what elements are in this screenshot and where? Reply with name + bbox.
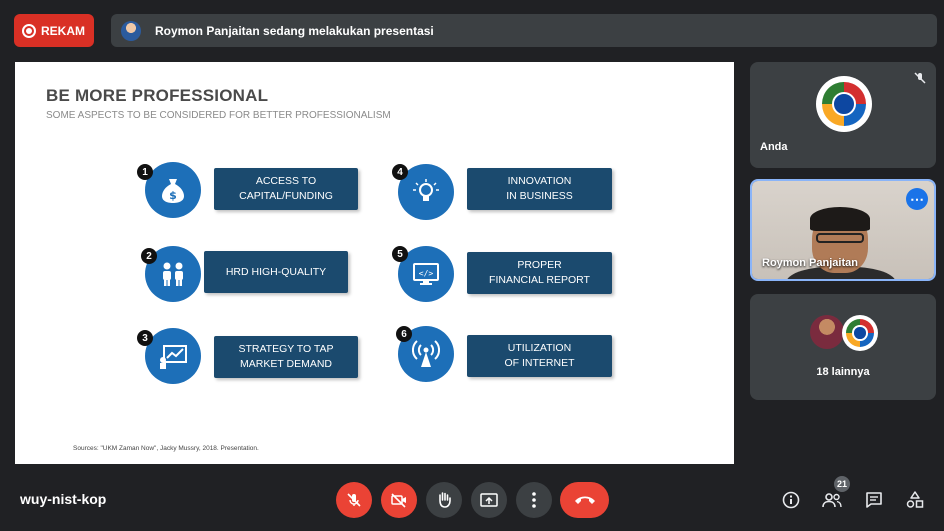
chat-button[interactable] xyxy=(862,488,886,512)
presenter-name: Roymon Panjaitan xyxy=(762,257,858,269)
presenter-tile[interactable] xyxy=(750,179,936,281)
self-name: Anda xyxy=(760,141,788,153)
raise-hand-button[interactable] xyxy=(426,482,462,518)
mic-off-button[interactable] xyxy=(336,482,372,518)
shared-slide xyxy=(15,62,734,464)
meeting-code: wuy-nist-kop xyxy=(20,491,107,507)
slide-subtitle: SOME ASPECTS TO BE CONSIDERED FOR BETTER PROFESSIONALISM xyxy=(46,110,391,121)
record-icon xyxy=(22,24,36,38)
money-bag-icon xyxy=(145,162,201,218)
item-label-6: UTILIZATION OF INTERNET xyxy=(467,335,612,377)
more-options-icon[interactable]: ⋯ xyxy=(906,188,928,210)
activities-button[interactable] xyxy=(903,488,927,512)
presenting-text: Roymon Panjaitan sedang melakukan presentasi xyxy=(155,23,434,38)
record-indicator[interactable] xyxy=(14,14,94,47)
more-options-button[interactable] xyxy=(516,482,552,518)
participant-count-badge: 21 xyxy=(834,476,850,492)
item-label-3: STRATEGY TO TAP MARKET DEMAND xyxy=(214,336,358,378)
others-tile[interactable] xyxy=(750,294,936,400)
svg-text:$: $ xyxy=(169,189,177,202)
item-label-2: HRD HIGH-QUALITY xyxy=(204,251,348,293)
record-label: REKAM xyxy=(41,23,85,38)
chart-icon xyxy=(145,328,201,384)
present-icon xyxy=(480,492,498,508)
participant-avatar xyxy=(810,315,844,349)
vertical-dots-icon xyxy=(532,492,536,508)
present-screen-button[interactable] xyxy=(471,482,507,518)
people-icon xyxy=(822,492,842,508)
item-label-4: INNOVATION IN BUSINESS xyxy=(467,168,612,210)
organization-logo-small xyxy=(842,315,878,351)
presenting-banner xyxy=(111,14,937,47)
item-number-2: 2 xyxy=(141,248,157,264)
meeting-details-button[interactable] xyxy=(779,488,803,512)
item-label-1: ACCESS TO CAPITAL/FUNDING xyxy=(214,168,358,210)
others-label: 18 lainnya xyxy=(816,366,870,378)
hand-icon xyxy=(436,491,452,509)
item-number-1: 1 xyxy=(137,164,153,180)
phone-hangup-icon xyxy=(574,495,596,505)
svg-text:</>: </> xyxy=(418,269,434,278)
mic-off-icon xyxy=(914,72,926,87)
mic-off-icon xyxy=(346,492,362,508)
slide-title: BE MORE PROFESSIONAL xyxy=(46,86,269,105)
camera-off-button[interactable] xyxy=(381,482,417,518)
item-number-4: 4 xyxy=(392,164,408,180)
item-number-6: 6 xyxy=(396,326,412,342)
slide-source: Sources: "UKM Zaman Now", Jacky Mussry, 2018. Presentation. xyxy=(73,445,259,452)
activities-icon xyxy=(906,491,924,509)
item-number-5: 5 xyxy=(392,246,408,262)
item-number-3: 3 xyxy=(137,330,153,346)
camera-off-icon xyxy=(390,492,408,508)
organization-logo xyxy=(816,76,872,132)
presenter-avatar xyxy=(121,21,141,41)
self-tile[interactable] xyxy=(750,62,936,168)
leave-call-button[interactable] xyxy=(560,482,609,518)
item-label-5: PROPER FINANCIAL REPORT xyxy=(467,252,612,294)
chat-icon xyxy=(865,491,883,509)
info-icon xyxy=(782,491,800,509)
